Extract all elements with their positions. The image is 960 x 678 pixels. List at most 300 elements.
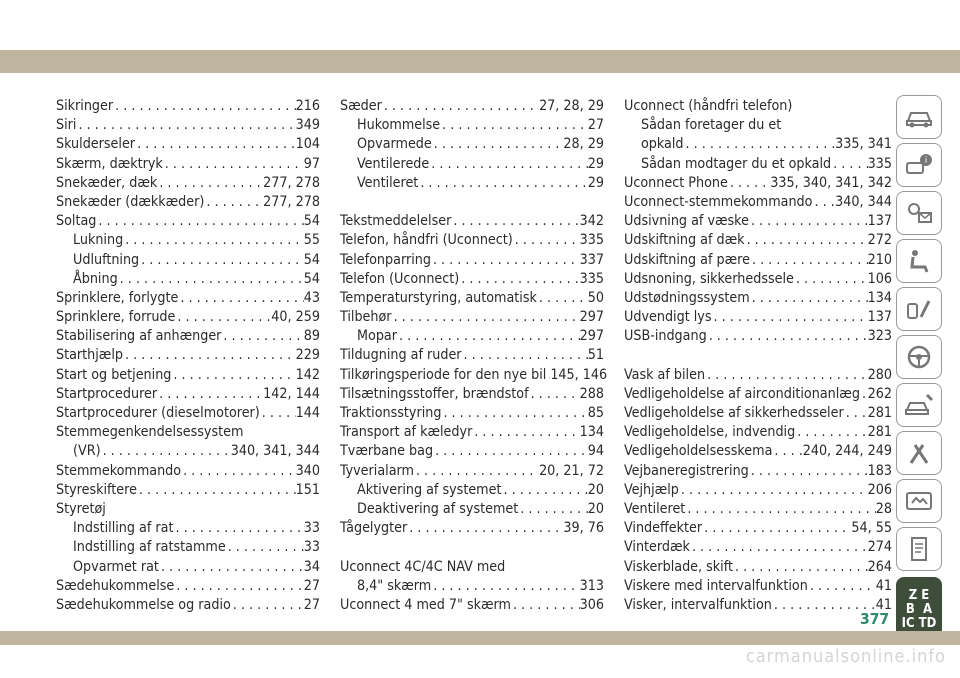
- dot-leader: [159, 558, 304, 577]
- index-entry[interactable]: [56, 385, 320, 404]
- entry-label: Vedligeholdelsesskema: [624, 443, 773, 460]
- wrench-icon: [903, 295, 935, 323]
- dot-leader: [707, 327, 868, 346]
- entry-page-ref: 216: [295, 98, 320, 114]
- section-gap: [624, 346, 892, 365]
- index-entry[interactable]: [624, 270, 892, 289]
- index-tab-letters: Z E B A IC TD: [901, 588, 937, 631]
- dot-leader: [685, 500, 875, 519]
- index-entry[interactable]: [340, 308, 604, 327]
- index-entry[interactable]: [624, 116, 892, 135]
- entry-page-ref: 89: [303, 328, 320, 345]
- dot-leader: [181, 462, 296, 481]
- entry-label: Ventilerede: [357, 155, 430, 172]
- entry-label: (VR): [73, 443, 101, 460]
- dot-leader: [529, 385, 580, 404]
- entry-page-ref: 274: [867, 539, 892, 556]
- entry-label: Skærm, dæktryk: [56, 155, 163, 172]
- entry-label: Snekæder, dæk: [56, 174, 158, 191]
- index-entry[interactable]: [340, 577, 604, 596]
- entry-page-ref: 335, 340, 341, 342: [770, 174, 892, 191]
- dot-leader: [712, 308, 868, 327]
- index-entry[interactable]: [624, 423, 892, 442]
- watermark: carmanualsonline.info: [745, 646, 946, 667]
- entry-label: Indstilling af ratstamme: [73, 539, 226, 556]
- index-entry[interactable]: [340, 289, 604, 308]
- index-entry[interactable]: [56, 442, 320, 461]
- entry-label: Telefon (Uconnect): [340, 270, 460, 287]
- entry-label: Snekæder (dækkæder): [56, 193, 205, 210]
- entry-page-ref: 29: [587, 155, 604, 172]
- dot-leader: [745, 231, 868, 250]
- tab-safety[interactable]: [896, 239, 942, 283]
- entry-label: Ventileret: [357, 174, 419, 191]
- index-entry[interactable]: [56, 519, 320, 538]
- entry-label: Mopar: [357, 328, 397, 345]
- entry-label: USB-indgang: [624, 328, 707, 345]
- entry-label: Stemmekommando: [56, 462, 182, 479]
- entry-page-ref: 264: [867, 558, 892, 575]
- entry-label: Indstilling af rat: [73, 520, 174, 537]
- dot-leader: [139, 251, 304, 270]
- dot-leader: [462, 346, 588, 365]
- dot-leader: [679, 481, 868, 500]
- tab-specifications[interactable]: [896, 431, 942, 475]
- dot-leader: [221, 327, 303, 346]
- entry-label: Uconnect (håndfri telefon): [624, 98, 793, 114]
- entry-page-ref: 20: [587, 481, 604, 498]
- entry-page-ref: 41: [875, 596, 892, 613]
- index-entry[interactable]: [56, 481, 320, 500]
- entry-label: Tekstmeddelelser: [340, 213, 452, 230]
- index-entry[interactable]: [340, 212, 604, 231]
- entry-page-ref: 151: [295, 481, 320, 498]
- entry-page-ref: 262: [867, 385, 892, 402]
- tab-lights-messages[interactable]: [896, 191, 942, 235]
- entry-page-ref: 134: [867, 289, 892, 306]
- sun-messages-icon: [903, 199, 935, 227]
- entry-label: Sådan foretager du et: [641, 117, 782, 134]
- entry-page-ref: 340, 341, 344: [230, 443, 320, 460]
- dot-leader: [750, 251, 868, 270]
- index-entry[interactable]: [340, 500, 604, 519]
- entry-page-ref: 297: [579, 309, 604, 326]
- entry-label: opkald: [641, 136, 684, 153]
- entry-label: Tågelygter: [340, 520, 408, 537]
- dot-leader: [684, 135, 836, 154]
- index-entry[interactable]: [340, 135, 604, 154]
- entry-page-ref: 340: [295, 462, 320, 479]
- entry-label: Viskere med intervalfunktion: [624, 577, 808, 594]
- entry-page-ref: 54, 55: [851, 520, 892, 537]
- index-entry[interactable]: [624, 558, 892, 577]
- index-entry[interactable]: [624, 462, 892, 481]
- dot-leader: [76, 116, 295, 135]
- index-entry[interactable]: [624, 442, 892, 461]
- index-entry[interactable]: [624, 577, 892, 596]
- dot-leader: [231, 596, 304, 615]
- entry-label: Sprinklere, forrude: [56, 309, 176, 326]
- index-entry[interactable]: [340, 423, 604, 442]
- entry-page-ref: 272: [867, 232, 892, 249]
- tab-service[interactable]: [896, 383, 942, 427]
- entry-label: Skulderseler: [56, 136, 136, 153]
- entry-label: Starthjælp: [56, 347, 123, 364]
- car-wrench-icon: [903, 391, 935, 419]
- entry-label: Tildugning af ruder: [340, 347, 462, 364]
- dot-leader: [157, 174, 263, 193]
- dot-leader: [860, 385, 868, 404]
- dot-leader: [795, 423, 867, 442]
- entry-page-ref: 54: [303, 270, 320, 287]
- entry-page-ref: 280: [867, 366, 892, 383]
- dot-leader: [175, 308, 271, 327]
- index-entry[interactable]: [56, 462, 320, 481]
- entry-label: Startprocedurer (dieselmotorer): [56, 405, 260, 421]
- entry-page-ref: 277, 278: [263, 193, 320, 210]
- entry-label: Tilbehør: [340, 309, 392, 326]
- entry-label: Soltag: [56, 213, 97, 230]
- tab-warnings[interactable]: [896, 143, 942, 187]
- entry-label: Sprinklere, forlygte: [56, 289, 179, 306]
- entry-label: Visker, intervalfunktion: [624, 596, 772, 613]
- index-entry[interactable]: [340, 481, 604, 500]
- entry-page-ref: 97: [303, 155, 320, 172]
- dot-leader: [772, 442, 802, 461]
- entry-label: Udstødningssystem: [624, 289, 750, 306]
- entry-page-ref: 335: [579, 232, 604, 249]
- entry-page-ref: 206: [867, 481, 892, 498]
- index-entry[interactable]: [624, 366, 892, 385]
- entry-label: Siri: [56, 117, 77, 134]
- index-entry[interactable]: [56, 500, 320, 519]
- index-entry[interactable]: [56, 251, 320, 270]
- dot-leader: [501, 481, 587, 500]
- dot-leader: [392, 308, 580, 327]
- dot-leader: [537, 289, 588, 308]
- dot-leader: [749, 212, 868, 231]
- index-entry[interactable]: [56, 423, 320, 442]
- index-entry[interactable]: [340, 327, 604, 346]
- index-entry[interactable]: [56, 366, 320, 385]
- index-entry[interactable]: [624, 481, 892, 500]
- entry-page-ref: 40, 259: [271, 309, 320, 326]
- top-decorative-band: [0, 50, 960, 73]
- index-entry[interactable]: [340, 270, 604, 289]
- entry-page-ref: 229: [295, 347, 320, 364]
- index-entry[interactable]: [56, 289, 320, 308]
- index-entry[interactable]: [624, 596, 892, 615]
- index-entry[interactable]: [56, 308, 320, 327]
- dot-leader: [123, 346, 296, 365]
- entry-page-ref: 43: [303, 289, 320, 306]
- index-entry[interactable]: [624, 155, 892, 174]
- index-entry[interactable]: [56, 558, 320, 577]
- entry-page-ref: 20: [587, 500, 604, 517]
- entry-page-ref: 54: [303, 213, 320, 230]
- entry-label: Telefonparring: [340, 251, 431, 268]
- index-entry[interactable]: [624, 538, 892, 557]
- entry-label: Deaktivering af systemet: [357, 500, 519, 517]
- entry-page-ref: 323: [867, 328, 892, 345]
- entry-label: Udskiftning af pære: [624, 251, 750, 268]
- index-entry[interactable]: [340, 231, 604, 250]
- tools-icon: [903, 439, 935, 467]
- index-entry[interactable]: [624, 327, 892, 346]
- tab-emergency[interactable]: [896, 335, 942, 379]
- dot-leader: [794, 270, 868, 289]
- index-entry[interactable]: [340, 116, 604, 135]
- entry-label: Åbning: [73, 270, 118, 287]
- index-entry[interactable]: [340, 366, 608, 385]
- entry-page-ref: 335: [867, 155, 892, 172]
- entry-label: Transport af kæledyr: [340, 424, 473, 441]
- index-entry[interactable]: [56, 346, 320, 365]
- entry-label: Vedligeholdelse af sikkerhedsseler: [624, 405, 844, 421]
- entry-label: Uconnect-stemmekommando: [624, 193, 813, 210]
- dot-leader: [407, 519, 563, 538]
- dot-leader: [113, 97, 296, 116]
- dot-leader: [702, 519, 851, 538]
- entry-page-ref: 104: [295, 136, 320, 153]
- entry-label: Stemmegenkendelsessystem: [56, 424, 244, 441]
- dot-leader: [441, 404, 587, 423]
- entry-label: Vedligeholdelse, indvendig: [624, 424, 796, 441]
- dot-leader: [418, 174, 587, 193]
- index-entry[interactable]: [624, 404, 892, 423]
- entry-page-ref: 20, 21, 72: [539, 462, 604, 479]
- entry-page-ref: 54: [303, 251, 320, 268]
- entry-label: Opvarmet rat: [73, 558, 159, 575]
- entry-label: Udvendigt lys: [624, 309, 712, 326]
- entry-page-ref: 335: [579, 270, 604, 287]
- dot-leader: [260, 404, 296, 423]
- entry-page-ref: 50: [587, 289, 604, 306]
- index-entry[interactable]: [56, 404, 320, 423]
- seat-icon: [903, 247, 935, 275]
- index-entry[interactable]: [56, 212, 320, 231]
- dot-leader: [174, 577, 303, 596]
- index-entry[interactable]: [340, 385, 604, 404]
- entry-label: Stabilisering af anhænger: [56, 328, 222, 345]
- dot-leader: [157, 385, 263, 404]
- dot-leader: [178, 289, 303, 308]
- entry-page-ref: 349: [295, 117, 320, 134]
- entry-label: Vedligeholdelse af airconditionanlæg: [624, 385, 860, 402]
- index-entry[interactable]: [340, 462, 604, 481]
- entry-label: Vejhjælp: [624, 481, 679, 498]
- entry-label: Traktionsstyring: [340, 405, 442, 421]
- dot-leader: [728, 174, 770, 193]
- index-entry[interactable]: [624, 251, 892, 270]
- index-entry[interactable]: [340, 155, 604, 174]
- index-entry[interactable]: [56, 174, 320, 193]
- chapter-tabs: [896, 95, 942, 647]
- entry-page-ref: 27: [587, 117, 604, 134]
- tab-vehicle[interactable]: [896, 95, 942, 139]
- entry-page-ref: 51: [587, 347, 604, 364]
- entry-page-ref: 142, 144: [263, 385, 320, 402]
- bottom-decorative-band: [0, 631, 960, 645]
- dot-leader: [171, 366, 295, 385]
- index-entry[interactable]: [56, 270, 320, 289]
- dot-leader: [750, 289, 868, 308]
- tab-customer-info[interactable]: [896, 527, 942, 571]
- index-entry[interactable]: [56, 596, 320, 615]
- entry-page-ref: 281: [867, 424, 892, 441]
- entry-label: Styreskiftere: [56, 481, 137, 498]
- dot-leader: [812, 193, 835, 212]
- entry-label: Tyverialarm: [340, 462, 414, 479]
- index-entry[interactable]: [340, 558, 604, 577]
- index-column-1: [56, 97, 320, 615]
- index-entry[interactable]: [624, 193, 892, 212]
- index-entry[interactable]: [624, 289, 892, 308]
- dot-leader: [808, 577, 876, 596]
- section-gap: [340, 193, 604, 212]
- entry-page-ref: 27, 28, 29: [539, 98, 604, 114]
- index-entry[interactable]: [624, 385, 892, 404]
- entry-page-ref: 145, 146: [550, 366, 608, 383]
- index-entry[interactable]: [56, 538, 320, 557]
- dot-leader: [204, 193, 263, 212]
- index-entry[interactable]: [340, 519, 604, 538]
- entry-label: Udskiftning af dæk: [624, 232, 745, 249]
- entry-label: Tværbane bag: [340, 443, 434, 460]
- entry-label: Ventileret: [624, 500, 686, 517]
- entry-page-ref: 142: [295, 366, 320, 383]
- entry-page-ref: 335, 341: [835, 136, 892, 153]
- entry-page-ref: 28, 29: [563, 136, 604, 153]
- section-gap: [340, 538, 604, 557]
- entry-page-ref: 240, 244, 249: [802, 443, 892, 460]
- index-entry[interactable]: [340, 251, 604, 270]
- entry-label: Uconnect 4 med 7" skærm: [340, 596, 511, 613]
- dot-leader: [101, 442, 231, 461]
- entry-page-ref: 313: [579, 577, 604, 594]
- entry-page-ref: 297: [579, 328, 604, 345]
- dot-leader: [226, 538, 304, 557]
- dot-leader: [705, 366, 868, 385]
- document-icon: [903, 535, 935, 563]
- index-entry[interactable]: [56, 231, 320, 250]
- tab-multimedia[interactable]: [896, 479, 942, 523]
- entry-page-ref: 85: [587, 405, 604, 421]
- entry-page-ref: 39, 76: [563, 520, 604, 537]
- entry-page-ref: 34: [303, 558, 320, 575]
- dot-leader: [397, 327, 580, 346]
- entry-label: Sædehukommelse og radio: [56, 596, 231, 613]
- index-entry[interactable]: [56, 116, 320, 135]
- dot-leader: [137, 481, 296, 500]
- index-entry[interactable]: [340, 174, 604, 193]
- index-entry[interactable]: [56, 155, 320, 174]
- media-icon: [903, 487, 935, 515]
- entry-page-ref: 29: [587, 174, 604, 191]
- entry-page-ref: 210: [867, 251, 892, 268]
- entry-label: 8,4" skærm: [357, 577, 432, 594]
- car-icon: [903, 103, 935, 131]
- entry-label: Opvarmede: [357, 136, 432, 153]
- entry-label: Sådan modtager du et opkald: [641, 155, 832, 172]
- dot-leader: [123, 231, 304, 250]
- index-entry[interactable]: [340, 404, 604, 423]
- entry-page-ref: 281: [867, 405, 892, 421]
- entry-page-ref: 306: [579, 596, 604, 613]
- dot-leader: [118, 270, 304, 289]
- entry-page-ref: 144: [295, 405, 320, 421]
- index-entry[interactable]: [624, 135, 892, 154]
- entry-page-ref: 55: [303, 232, 320, 249]
- entry-label: Vindeffekter: [624, 520, 703, 537]
- index-entry[interactable]: [340, 97, 604, 116]
- dot-leader: [433, 442, 588, 461]
- dot-leader: [440, 116, 588, 135]
- dot-leader: [472, 423, 579, 442]
- entry-label: Sæder: [340, 98, 382, 114]
- entry-page-ref: 183: [867, 462, 892, 479]
- entry-label: Uconnect 4C/4C NAV med: [340, 558, 506, 575]
- index-entry[interactable]: [340, 596, 604, 615]
- entry-page-ref: 137: [867, 309, 892, 326]
- tab-driving[interactable]: [896, 287, 942, 331]
- index-entry[interactable]: [624, 212, 892, 231]
- entry-label: Vask af bilen: [624, 366, 706, 383]
- entry-page-ref: 27: [303, 577, 320, 594]
- index-entry[interactable]: [340, 346, 604, 365]
- index-entry[interactable]: [624, 519, 892, 538]
- entry-page-ref: 342: [579, 213, 604, 230]
- entry-page-ref: 41: [875, 577, 892, 594]
- dot-leader: [844, 404, 868, 423]
- entry-label: Sikringer: [56, 98, 114, 114]
- entry-page-ref: 134: [579, 424, 604, 441]
- index-entry[interactable]: [624, 231, 892, 250]
- dot-leader: [518, 500, 587, 519]
- index-entry[interactable]: [624, 500, 892, 519]
- entry-label: Aktivering af systemet: [357, 481, 502, 498]
- index-column-2: [340, 97, 608, 615]
- entry-page-ref: 137: [867, 213, 892, 230]
- dot-leader: [690, 538, 868, 557]
- index-entry[interactable]: [56, 327, 320, 346]
- dot-leader: [749, 462, 868, 481]
- index-entry[interactable]: [56, 135, 320, 154]
- entry-page-ref: 27: [303, 596, 320, 613]
- index-entry[interactable]: [56, 193, 320, 212]
- entry-label: Styretøj: [56, 500, 106, 517]
- dot-leader: [163, 155, 304, 174]
- entry-page-ref: 94: [587, 443, 604, 460]
- entry-page-ref: 33: [303, 539, 320, 556]
- index-entry[interactable]: [340, 442, 604, 461]
- entry-label: Uconnect Phone: [624, 174, 728, 191]
- index-entry[interactable]: [624, 97, 892, 116]
- dot-leader: [135, 135, 296, 154]
- index-entry[interactable]: [56, 577, 320, 596]
- entry-label: Lukning: [73, 232, 124, 249]
- dot-leader: [429, 155, 587, 174]
- entry-page-ref: 337: [579, 251, 604, 268]
- dot-leader: [173, 519, 303, 538]
- entry-label: Udluftning: [73, 251, 140, 268]
- entry-label: Tilkøringsperiode for den nye bil: [340, 366, 547, 383]
- index-entry[interactable]: [56, 97, 320, 116]
- entry-page-ref: 340, 344: [835, 193, 892, 210]
- index-entry[interactable]: [624, 308, 892, 327]
- entry-label: Start og betjening: [56, 366, 172, 383]
- index-entry[interactable]: [624, 174, 892, 193]
